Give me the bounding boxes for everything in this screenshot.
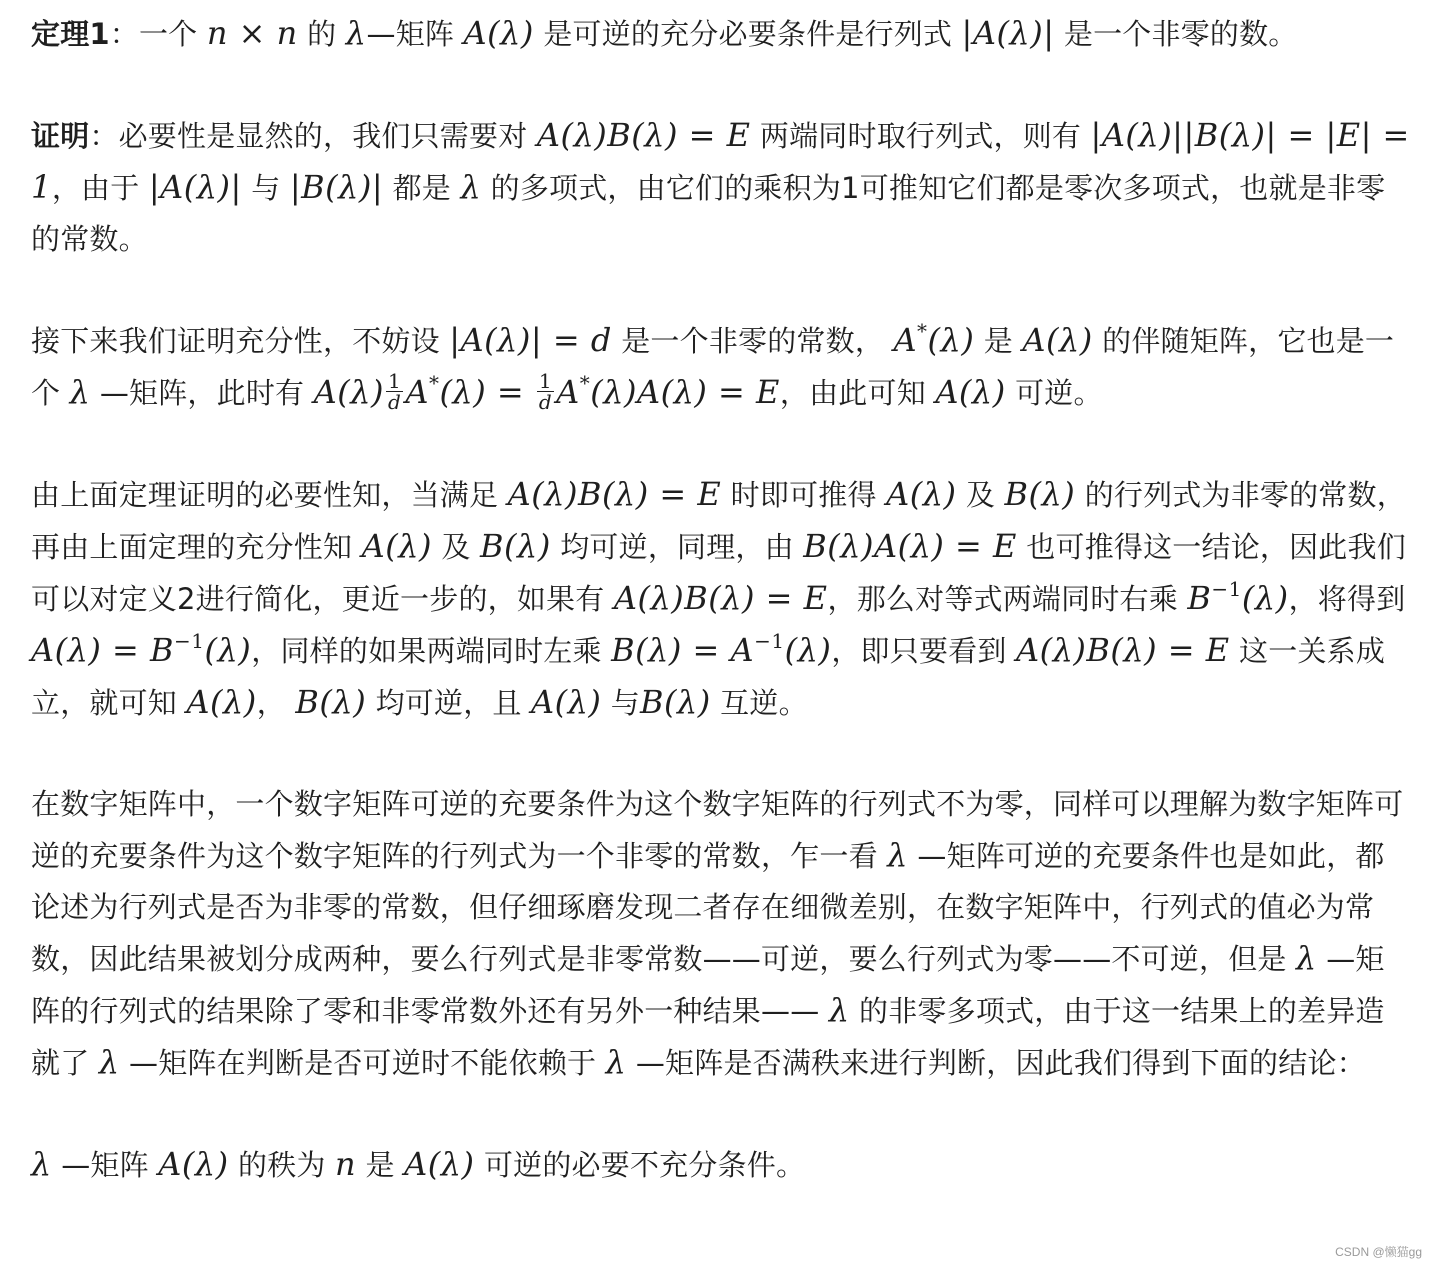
text: ，那么对等式两端同时右乘 xyxy=(827,582,1188,616)
fraction-denominator: d xyxy=(538,390,553,414)
text: 在数字矩阵中，一个数字矩阵可逆的充要条件为这个数字矩阵的行列式不为零，同样可以理解为数字矩阵可逆的充要条件为这个数字矩阵的行列式为一个非零的常数，乍一看 xyxy=(31,787,1404,873)
math xyxy=(893,321,974,359)
math: A(λ)B(λ) = E xyxy=(1015,631,1230,669)
text: 是可逆的充分必要条件是行列式 xyxy=(533,17,962,51)
text: 两端同时取行列式，则有 xyxy=(750,119,1091,153)
math: n xyxy=(335,1145,357,1183)
math: λ xyxy=(98,1043,120,1081)
text: 必要性是显然的，我们只需要对 xyxy=(118,119,537,153)
comparison-paragraph xyxy=(31,779,1411,1089)
math: A(λ) xyxy=(531,683,602,721)
theorem-paragraph xyxy=(31,8,1411,60)
math-part: B xyxy=(1187,579,1212,617)
math: |B(λ)| xyxy=(289,168,384,206)
math: B(λ) xyxy=(1004,475,1076,513)
text: 的行列式为非零的常数，再由上面定理的充分性知 xyxy=(31,478,1406,564)
math: A(λ) xyxy=(1022,321,1093,359)
text: ： xyxy=(109,17,139,51)
text: ，由此可知 xyxy=(779,376,936,410)
math: B(λ) xyxy=(295,683,367,721)
math: A(λ)B(λ) = E xyxy=(613,579,828,617)
fraction-numerator: 1 xyxy=(386,371,403,392)
math: λ xyxy=(69,373,91,411)
math-sup: * xyxy=(428,371,440,395)
text: 均可逆，同理，由 xyxy=(550,530,804,564)
text: ，将得到 xyxy=(1288,582,1406,616)
article-body xyxy=(31,8,1411,1191)
math-sup: −1 xyxy=(754,629,785,653)
text: —矩阵的行列式的结果除了零和非零常数外还有另外一种结果—— xyxy=(31,942,1385,1028)
math-part: A xyxy=(556,373,580,411)
math-part: A xyxy=(405,373,429,411)
math: A(λ) xyxy=(404,1145,475,1183)
fraction xyxy=(537,371,554,412)
math: λ xyxy=(605,1043,627,1081)
math: |A(λ)| = d xyxy=(449,321,612,359)
math: B(λ) xyxy=(640,683,711,721)
math: |A(λ)||B(λ)| = |E| = 1 xyxy=(31,116,1410,206)
math-sup: * xyxy=(579,371,591,395)
math-sup: * xyxy=(917,319,928,343)
math-sup: −1 xyxy=(174,629,205,653)
text: 的伴随矩阵，它也是一个 xyxy=(31,324,1395,410)
math-part: (λ) = xyxy=(439,373,535,411)
text: 均可逆，且 xyxy=(366,686,532,720)
fraction-numerator: 1 xyxy=(537,371,554,392)
text: ： xyxy=(89,119,119,153)
theorem-label: 定理1 xyxy=(31,17,110,51)
math: λ xyxy=(887,836,909,874)
fraction-denominator: d xyxy=(388,390,402,414)
math-part: (λ)A(λ) = E xyxy=(590,373,780,411)
fraction xyxy=(386,371,403,412)
text: 可逆的必要不充分条件。 xyxy=(474,1148,806,1182)
text: 由上面定理证明的必要性知，当满足 xyxy=(31,478,508,512)
math-part: A(λ) = B xyxy=(31,631,175,669)
text: 的秩为 xyxy=(228,1148,336,1182)
math: |A(λ)| xyxy=(148,168,242,206)
text: 这一关系成立，就可知 xyxy=(31,634,1386,720)
text: ，即只要看到 xyxy=(831,634,1016,668)
text: ，同样的如果两端同时左乘 xyxy=(251,634,612,668)
math-part: (λ) xyxy=(204,631,252,669)
text: 的 xyxy=(297,17,346,51)
math: n × n xyxy=(206,14,298,52)
math: A(λ)B(λ) = E xyxy=(507,475,722,513)
text: 是一个非零的常数， xyxy=(611,324,894,358)
math xyxy=(31,631,251,669)
math-part: B(λ) = A xyxy=(611,631,755,669)
text: 是一个非零的数。 xyxy=(1054,17,1298,51)
simplification-paragraph xyxy=(31,469,1411,729)
text: 及 xyxy=(431,530,481,564)
text: —矩阵，此时有 xyxy=(90,376,314,410)
text: 及 xyxy=(956,478,1005,512)
text: 都是 xyxy=(383,171,461,205)
text: —矩阵是否满秩来进行判断，因此我们得到下面的结论： xyxy=(626,1046,1366,1080)
math: λ xyxy=(31,1145,52,1183)
text: 与 xyxy=(601,686,640,720)
math: B(λ)A(λ) = E xyxy=(803,527,1017,565)
watermark: CSDN @懒猫gg xyxy=(1335,1245,1422,1259)
math-part: (λ) xyxy=(784,631,832,669)
math: A(λ) xyxy=(886,475,957,513)
text: —矩阵在判断是否可逆时不能依赖于 xyxy=(119,1046,606,1080)
math: A(λ) xyxy=(186,683,257,721)
text: 的非零多项式，由于这一结果上的差异造就了 xyxy=(31,994,1385,1080)
text: 也可推得这一结论，因此我们可以对定义2进行简化，更近一步的，如果有 xyxy=(31,530,1406,616)
text: 是 xyxy=(974,324,1023,358)
math xyxy=(611,631,831,669)
text: —矩阵可逆的充要条件也是如此，都论述为行列式是否为非零的常数，但仔细琢磨发现二者存在细微差别，在数字矩阵中，行列式的值必为常数，因此结果被划分成两种，要么行列式是非零常数——可逆，要么行列式为零——不可逆，但是 xyxy=(31,839,1385,976)
text: 可逆。 xyxy=(1005,376,1103,410)
text: 是 xyxy=(356,1148,405,1182)
text: ， xyxy=(256,686,296,720)
text: 的多项式，由它们的乘积为1可推知它们都是零次多项式，也就是非零的常数。 xyxy=(31,171,1386,256)
math-part: A(λ) xyxy=(313,373,385,411)
math-part: (λ) xyxy=(1241,579,1289,617)
proof-paragraph xyxy=(31,110,1411,265)
math-part: (λ) xyxy=(927,321,975,359)
math: λ xyxy=(828,991,850,1029)
math: λ xyxy=(1296,939,1317,977)
math: B(λ) xyxy=(480,527,551,565)
math: |A(λ)| xyxy=(961,14,1055,52)
math-sup: −1 xyxy=(1211,577,1242,601)
math: A(λ) xyxy=(935,373,1006,411)
conclusion-paragraph xyxy=(31,1139,1411,1191)
text: 与 xyxy=(241,171,290,205)
math: A(λ) xyxy=(463,14,534,52)
math xyxy=(1187,579,1288,617)
math: A(λ) xyxy=(361,527,432,565)
sufficiency-paragraph xyxy=(31,315,1411,419)
math-part: A xyxy=(893,321,918,359)
text: ，由于 xyxy=(51,171,149,205)
math xyxy=(313,369,780,414)
math: λ xyxy=(460,168,482,206)
math: A(λ) xyxy=(158,1145,229,1183)
text: 一个 xyxy=(138,17,207,51)
math: A(λ)B(λ) = E xyxy=(536,116,751,154)
text: —矩阵 xyxy=(51,1148,159,1182)
text: 互逆。 xyxy=(710,686,808,720)
math: λ xyxy=(345,14,367,52)
text: 接下来我们证明充分性，不妨设 xyxy=(31,324,450,358)
text: 时即可推得 xyxy=(721,478,887,512)
text: —矩阵 xyxy=(366,17,464,51)
proof-label: 证明 xyxy=(31,119,90,153)
